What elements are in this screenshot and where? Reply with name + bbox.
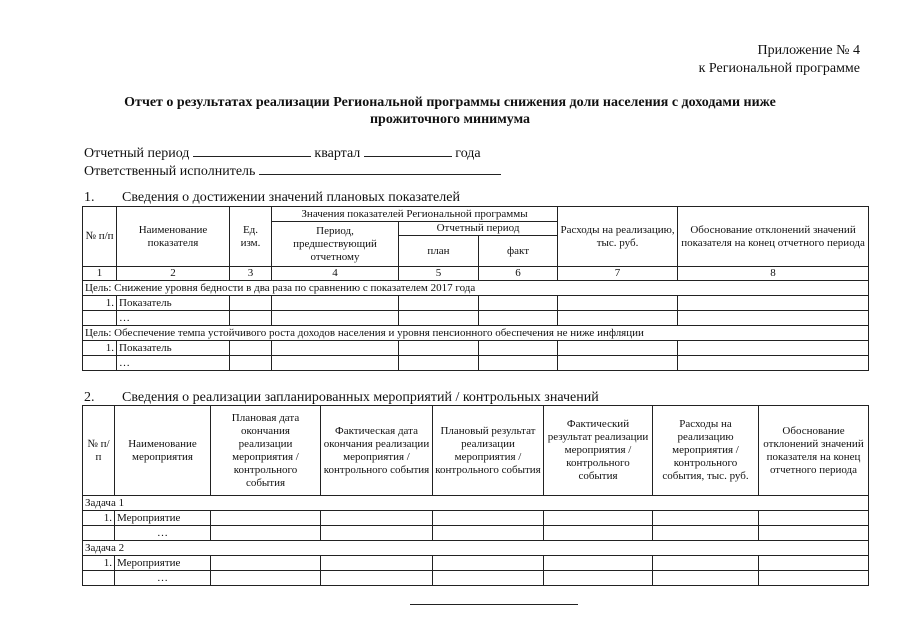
appendix-reference: к Региональной программе [698,61,860,76]
table-cell[interactable] [544,556,653,571]
table-cell[interactable] [399,356,479,371]
table-cell [83,571,115,586]
col-planned-result-header: Плановый результат реализации мероприятия / контрольного события [433,406,544,496]
table-cell[interactable] [211,556,321,571]
table-cell[interactable] [759,571,869,586]
table-row [83,511,869,526]
table-cell[interactable] [558,311,678,326]
column-number: 2 [117,267,230,281]
col-num-header: № п/п [83,207,117,267]
table-cell[interactable] [211,511,321,526]
col-planned-date-header: Плановая дата окончания реализации мероприятия / контрольного события [211,406,321,496]
table-cell[interactable] [544,571,653,586]
table-cell[interactable] [230,311,272,326]
table-cell[interactable] [399,341,479,356]
table-cell[interactable] [653,571,759,586]
table-cell[interactable] [479,311,558,326]
col-num-header: № п/п [83,406,115,496]
table-cell[interactable] [399,311,479,326]
indicators-table [82,206,869,371]
activity-name: Мероприятие [115,511,211,526]
section2-heading [84,390,599,406]
table-cell[interactable] [759,526,869,541]
table-cell[interactable] [230,341,272,356]
reporting-period-line [84,143,481,162]
table-row [83,526,869,541]
table-cell[interactable] [272,356,399,371]
goal-1-label: Цель: Снижение уровня бедности в два раза по сравнению с показателем 2017 года [83,281,869,296]
table-row [83,571,869,586]
table-cell[interactable] [678,356,869,371]
appendix-header [699,42,860,78]
table-cell[interactable] [759,511,869,526]
executor-line [84,161,501,180]
table-cell[interactable] [272,311,399,326]
indicator-name: Показатель [117,296,230,311]
goal-2-label: Цель: Обеспечение темпа устойчивого роста доходов населения и уровня пенсионного обеспечения не ниже инфляции [83,326,869,341]
col-expenses-header: Расходы на реализацию мероприятия / контрольного события, тыс. руб. [653,406,759,496]
activities-table [82,405,869,586]
year-blank[interactable] [364,143,452,157]
table-cell [83,526,115,541]
ellipsis-cell: … [117,356,230,371]
col-prev-period-header: Период, предшествующий отчетному [272,222,399,267]
table-cell[interactable] [653,526,759,541]
table-cell[interactable] [479,341,558,356]
appendix-number: Приложение № 4 [757,43,860,58]
col-fact-header: факт [479,236,558,267]
report-title [100,94,800,128]
table-cell[interactable] [321,571,433,586]
table-cell[interactable] [399,296,479,311]
table-cell[interactable] [678,311,869,326]
column-number: 3 [230,267,272,281]
report-title-line2: прожиточного минимума [369,112,531,127]
table-cell[interactable] [433,556,544,571]
table-cell[interactable] [321,511,433,526]
table-cell[interactable] [272,296,399,311]
table-cell[interactable] [433,511,544,526]
table-row [83,556,869,571]
col-actual-result-header: Фактический результат реализации мероприятия / контрольного события [544,406,653,496]
col-justification-header: Обоснование отклонений значений показателя на конец отчетного периода [759,406,869,496]
table-row [83,311,869,326]
section1-heading [84,190,460,206]
table-row [83,341,869,356]
task-2-label: Задача 2 [83,541,869,556]
column-number: 7 [558,267,678,281]
row-number: 1. [83,511,115,526]
table-cell[interactable] [558,296,678,311]
table-cell[interactable] [433,571,544,586]
table-cell[interactable] [479,356,558,371]
col-activity-name-header: Наименование мероприятия [115,406,211,496]
column-number: 5 [399,267,479,281]
table-cell[interactable] [321,526,433,541]
column-number: 4 [272,267,399,281]
activity-name: Мероприятие [115,556,211,571]
table-cell[interactable] [653,556,759,571]
table-cell[interactable] [230,296,272,311]
year-label: года [455,146,481,161]
row-number: 1. [83,296,117,311]
table-cell[interactable] [211,571,321,586]
col-actual-date-header: Фактическая дата окончания реализации мероприятия / контрольного события [321,406,433,496]
row-number: 1. [83,556,115,571]
table-cell[interactable] [211,526,321,541]
values-group-header: Значения показателей Региональной программы [272,207,558,222]
table-cell[interactable] [544,526,653,541]
ellipsis-cell: … [115,526,211,541]
executor-blank[interactable] [259,161,501,175]
col-name-header: Наименование показателя [117,207,230,267]
section1-number: 1. [84,190,95,205]
table-cell[interactable] [272,341,399,356]
indicator-name: Показатель [117,341,230,356]
quarter-blank[interactable] [193,143,311,157]
col-justification-header: Обоснование отклонений значений показателя на конец отчетного периода [678,207,869,267]
section2-title: Сведения о реализации запланированных мероприятий / контрольных значений [122,390,599,405]
table-row [83,296,869,311]
col-expenses-header: Расходы на реализацию, тыс. руб. [558,207,678,267]
table-cell[interactable] [479,296,558,311]
col-unit-header: Ед. изм. [230,207,272,267]
ellipsis-cell: … [117,311,230,326]
section1-title: Сведения о достижении значений плановых показателей [122,190,460,205]
table-cell[interactable] [230,356,272,371]
table-cell[interactable] [321,556,433,571]
table-cell[interactable] [558,356,678,371]
table-row [83,356,869,371]
report-period-header: Отчетный период [399,222,558,236]
section2-number: 2. [84,390,95,405]
reporting-period-label: Отчетный период [84,146,190,161]
quarter-label: квартал [314,146,361,161]
column-number: 8 [678,267,869,281]
executor-label: Ответственный исполнитель [84,164,256,179]
table-cell [83,311,117,326]
table-cell[interactable] [653,511,759,526]
col-plan-header: план [399,236,479,267]
column-number: 6 [479,267,558,281]
ellipsis-cell: … [115,571,211,586]
column-numbers-row [83,267,869,281]
table-cell [83,356,117,371]
table-cell[interactable] [678,296,869,311]
table-cell[interactable] [433,526,544,541]
row-number: 1. [83,341,117,356]
table-cell[interactable] [759,556,869,571]
signature-divider [410,604,578,605]
column-number: 1 [83,267,117,281]
table-cell[interactable] [544,511,653,526]
task-1-label: Задача 1 [83,496,869,511]
table-cell[interactable] [678,341,869,356]
report-title-line1: Отчет о результатах реализации Региональной программы снижения доли населения с доходами ниже [124,95,776,110]
table-cell[interactable] [558,341,678,356]
